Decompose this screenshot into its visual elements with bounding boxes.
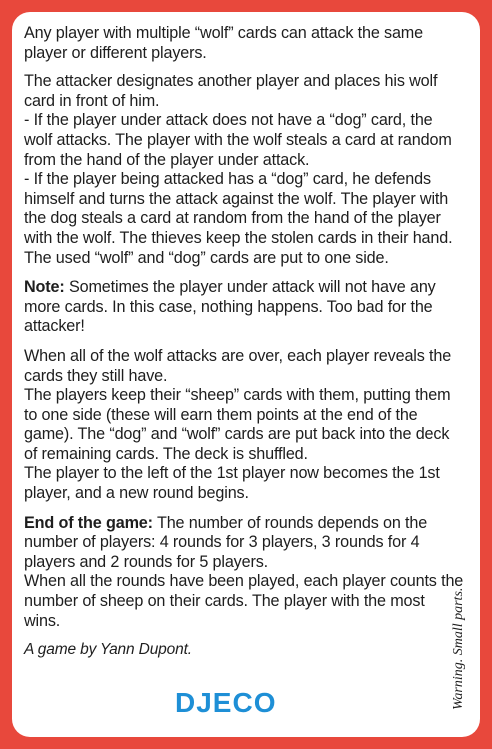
game-credit: A game by Yann Dupont.	[24, 641, 192, 659]
paragraph-reveal	[24, 347, 464, 504]
attack-designation: The attacker designates another player and places his wolf card in front of him.	[24, 72, 438, 110]
attack-with-dog: - If the player being attacked has a “dog” card, he defends himself and turns the attack against the wolf. The player with the dog steals a card at random from the hand of the player with the wolf. The thieves keep the stolen cards in their hand. The used “wolf” and “dog” cards are put to one side.	[24, 170, 453, 267]
warning-small-parts: Warning. Small parts.	[451, 587, 466, 710]
reveal-line-2: The players keep their “sheep” cards with them, putting them to one side (these will earn them points at the end of the game). The “dog” and “wolf” cards are put back into the deck of remaining cards. The deck is shuffled.	[24, 386, 451, 463]
end-text: The number of rounds depends on the number of players: 4 rounds for 3 players, 3 rounds for 4 players and 2 rounds for 5 players.	[24, 513, 428, 571]
paragraph-end-of-game	[24, 514, 464, 632]
rules-text	[24, 24, 464, 669]
note-label: Note:	[24, 278, 65, 297]
note-text: Sometimes the player under attack will not have any more cards. In this case, nothing happens. Too bad for the attacker!	[24, 278, 436, 336]
reveal-line-3: The player to the left of the 1st player now becomes the 1st player, and a new round begins.	[24, 464, 440, 503]
end-text-2: When all the rounds have been played, each player counts the number of sheep on their cards. The player with the most wins.	[24, 572, 464, 630]
paragraph-multiple-wolves: Any player with multiple “wolf” cards can attack the same player or different players.	[24, 24, 423, 62]
reveal-line-1: When all of the wolf attacks are over, each player reveals the cards they still have.	[24, 346, 452, 385]
paragraph-note	[24, 278, 464, 337]
end-label: End of the game:	[24, 513, 153, 532]
paragraph-attack-rules	[24, 72, 464, 268]
attack-no-dog: - If the player under attack does not have a “dog” card, the wolf attacks. The player with the wolf steals a card at random from the hand of the player under attack.	[24, 111, 452, 169]
rules-card	[12, 12, 480, 737]
djeco-logo: DJECO	[175, 687, 277, 718]
